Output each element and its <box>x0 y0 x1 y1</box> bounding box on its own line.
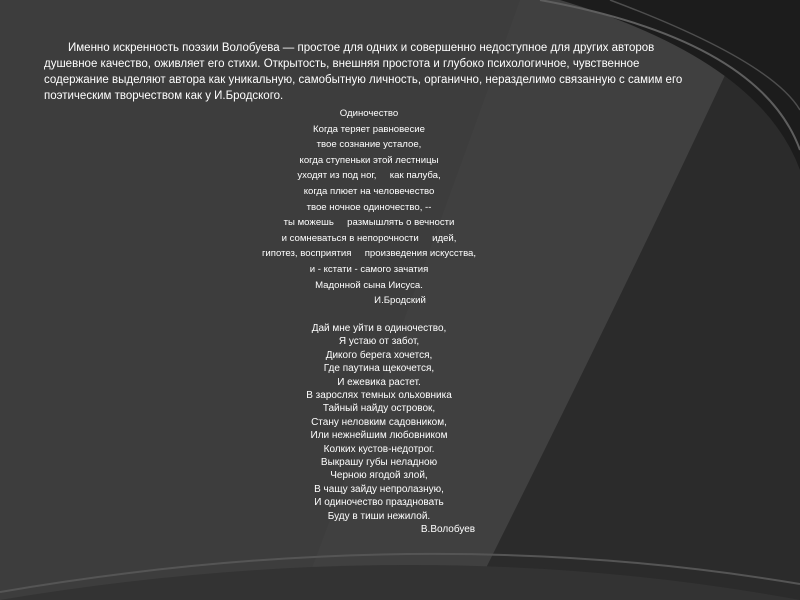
poem-line: и - кстати - самого зачатия <box>309 263 429 275</box>
poem-line: Тайный найду островок, <box>322 403 436 415</box>
poem-volobuev <box>240 322 518 537</box>
poem-brodsky <box>230 106 508 309</box>
poem-line: Стану неловким садовником, <box>311 416 447 428</box>
poem-line: когда ступеньки этой лестницы <box>299 154 439 166</box>
poem-line: твое ночное одиночество, -- <box>306 201 432 213</box>
poem-line: Дикого берега хочется, <box>325 349 433 361</box>
poem-line: Дай мне уйти в одиночество, <box>311 323 447 334</box>
poem-line: когда плюет на человечество <box>303 185 435 197</box>
intro-paragraph: Именно искренность поэзии Волобуева — простое для одних и совершенно недоступное для других авторов душевное качество, оживляет его стихи. Открытость, внешняя простота и глубоко психологичное, чувственное содержание выделяют автора как уникальную, самобытную личность, органично, неразделимо связанную с самим его поэтическим творчеством как у И.Бродского. <box>44 42 683 102</box>
poem-line: Выкрашу губы неладною <box>320 457 438 469</box>
poem-line: ты можешь размышлять о вечности <box>283 217 455 229</box>
poem-author: И.Бродский <box>374 295 426 307</box>
poem-line: твое сознание усталое, <box>316 139 422 151</box>
poem-line: Колких кустов-недотрог. <box>323 443 435 455</box>
poem-line: Я устаю от забот, <box>338 336 420 348</box>
poem-line: И ежевика растет. <box>337 376 421 388</box>
poem-line: Буду в тиши нежилой. <box>327 510 431 522</box>
poem-line: Когда теряет равновесие <box>313 123 425 135</box>
poem-line: Или нежнейшим любовником <box>310 430 448 442</box>
poem-line: В зарослях темных ольховника <box>306 390 452 402</box>
poem-line: и сомневаться в непорочности идей, <box>281 232 457 244</box>
poem-line: Где паутина щекочется, <box>323 363 435 375</box>
poem-line: уходят из под ног, как палуба, <box>297 170 441 182</box>
poem-title: Одиночество <box>339 108 399 119</box>
poem-author: В.Волобуев <box>420 524 476 536</box>
poem-line: Черною ягодой злой, <box>330 470 428 482</box>
poem-line: Мадонной сына Иисуса. <box>315 279 423 291</box>
poem-line: В чащу зайду непролазную, <box>314 483 444 495</box>
poem-line: гипотез, восприятия произведения искусства, <box>261 248 477 260</box>
poem-line: И одиночество праздновать <box>314 497 444 509</box>
